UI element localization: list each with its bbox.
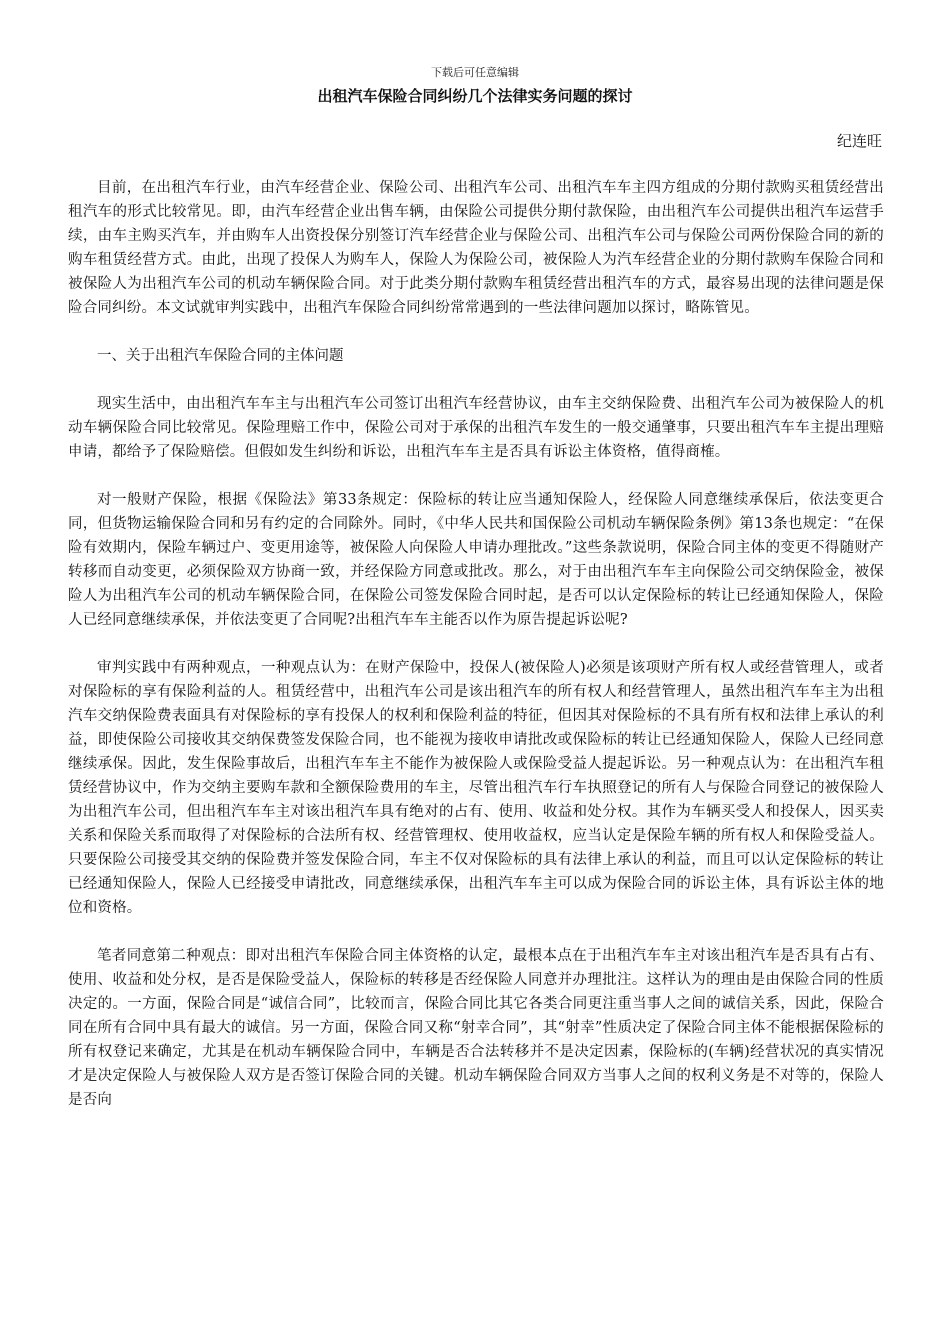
author-name: 纪连旺 (836, 132, 882, 150)
paragraph-intro: 目前，在出租汽车行业，由汽车经营企业、保险公司、出租汽车公司、出租汽车车主四方组成的分期付款购买租赁经营出租汽车的形式比较常见。即，由汽车经营企业出售车辆，由保险公司提供分期付款保险，由出租汽车公司提供出租汽车运营手续，由车主购买汽车，并由购车人出资投保分别签订汽车经营企业与保险公司、出租汽车公司与保险公司两份保险合同的新的购车租赁经营方式。由此，出现了投保人为购车人，保险人为保险公司，被保险人为汽车经营企业的分期付款购车保险合同和被保险人为出租汽车公司的机动车辆保险合同。对于此类分期付款购车租赁经营出租汽车的方式，最容易出现的法律问题是保险合同纠纷。本文试就审判实践中，出租汽车保险合同纠纷常常遇到的一些法律问题加以探讨，略陈管见。 (68, 180, 884, 316)
paragraph-2: 现实生活中，由出租汽车车主与出租汽车公司签订出租汽车经营协议，由车主交纳保险费、出租汽车公司为被保险人的机动车辆保险合同比较常见。保险理赔工作中，保险公司对于承保的出租汽车发生的一般交通肇事，只要出租汽车车主提出理赔申请，都给予了保险赔偿。但假如发生纠纷和诉讼，出租汽车车主是否具有诉讼主体资格，值得商榷。 (68, 396, 884, 460)
header-note: 下载后可任意编辑 (431, 66, 519, 79)
document-body (68, 176, 884, 1136)
document-title: 出租汽车保险合同纠纷几个法律实务问题的探讨 (317, 87, 633, 105)
section-heading-1: 一、关于出租汽车保险合同的主体问题 (97, 348, 344, 364)
paragraph-5: 笔者同意第二种观点：即对出租汽车保险合同主体资格的认定，最根本点在于出租汽车车主对该出租汽车是否具有占有、使用、收益和处分权，是否是保险受益人，保险标的转移是否经保险人同意并办理批注。这样认为的理由是由保险合同的性质决定的。一方面，保险合同是“诚信合同”，比较而言，保险合同比其它各类合同更注重当事人之间的诚信关系，因此，保险合同在所有合同中具有最大的诚信。另一方面，保险合同又称“射幸合同”，其“射幸”性质决定了保险合同主体不能根据保险标的所有权登记来确定，尤其是在机动车辆保险合同中，车辆是否合法转移并不是决定因素，保险标的(车辆)经营状况的真实情况才是决定保险人与被保险人双方是否签订保险合同的关键。机动车辆保险合同双方当事人之间的权利义务是不对等的，保险人是否向 (68, 948, 884, 1108)
paragraph-4: 审判实践中有两种观点，一种观点认为：在财产保险中，投保人(被保险人)必须是该项财产所有权人或经营管理人，或者对保险标的享有保险利益的人。租赁经营中，出租汽车公司是该出租汽车的所有权人和经营管理人，虽然出租汽车车主为出租汽车交纳保险费表面具有对保险标的享有投保人的权利和保险利益的特征，但因其对保险标的不具有所有权和法律上承认的利益，即使保险公司接收其交纳保费签发保险合同，也不能视为接收申请批改或保险标的转让已经通知保险人，保险人已经同意继续承保。因此，发生保险事故后，出租汽车车主不能作为被保险人或保险受益人提起诉讼。另一种观点认为：在出租汽车租赁经营协议中，作为交纳主要购车款和全额保险费用的车主，尽管出租汽车行车执照登记的所有人与保险合同登记的被保险人为出租汽车公司，但出租汽车车主对该出租汽车具有绝对的占有、使用、收益和处分权。其作为车辆买受人和投保人，因买卖关系和保险关系而取得了对保险标的合法所有权、经营管理权、使用收益权，应当认定是保险车辆的所有权人和保险受益人。只要保险公司接受其交纳的保险费并签发保险合同，车主不仅对保险标的具有法律上承认的利益，而且可以认定保险标的转让已经通知保险人，保险人已经接受申请批改，同意继续承保，出租汽车车主可以成为保险合同的诉讼主体，具有诉讼主体的地位和资格。 (68, 660, 884, 916)
paragraph-3: 对一般财产保险，根据《保险法》第33条规定：保险标的转让应当通知保险人，经保险人同意继续承保后，依法变更合同，但货物运输保险合同和另有约定的合同除外。同时，《中华人民共和国保险公司机动车辆保险条例》第13条也规定：“在保险有效期内，保险车辆过户、变更用途等，被保险人向保险人申请办理批改。”这些条款说明，保险合同主体的变更不得随财产转移而自动变更，必须保险双方协商一致，并经保险方同意或批改。那么，对于由出租汽车车主向保险公司交纳保险金，被保险人为出租汽车公司的机动车辆保险合同，在保险公司签发保险合同时起，是否可以认定保险标的转让已经通知保险人，保险人已经同意继续承保，并依法变更了合同呢?出租汽车车主能否以作为原告提起诉讼呢? (68, 492, 884, 628)
